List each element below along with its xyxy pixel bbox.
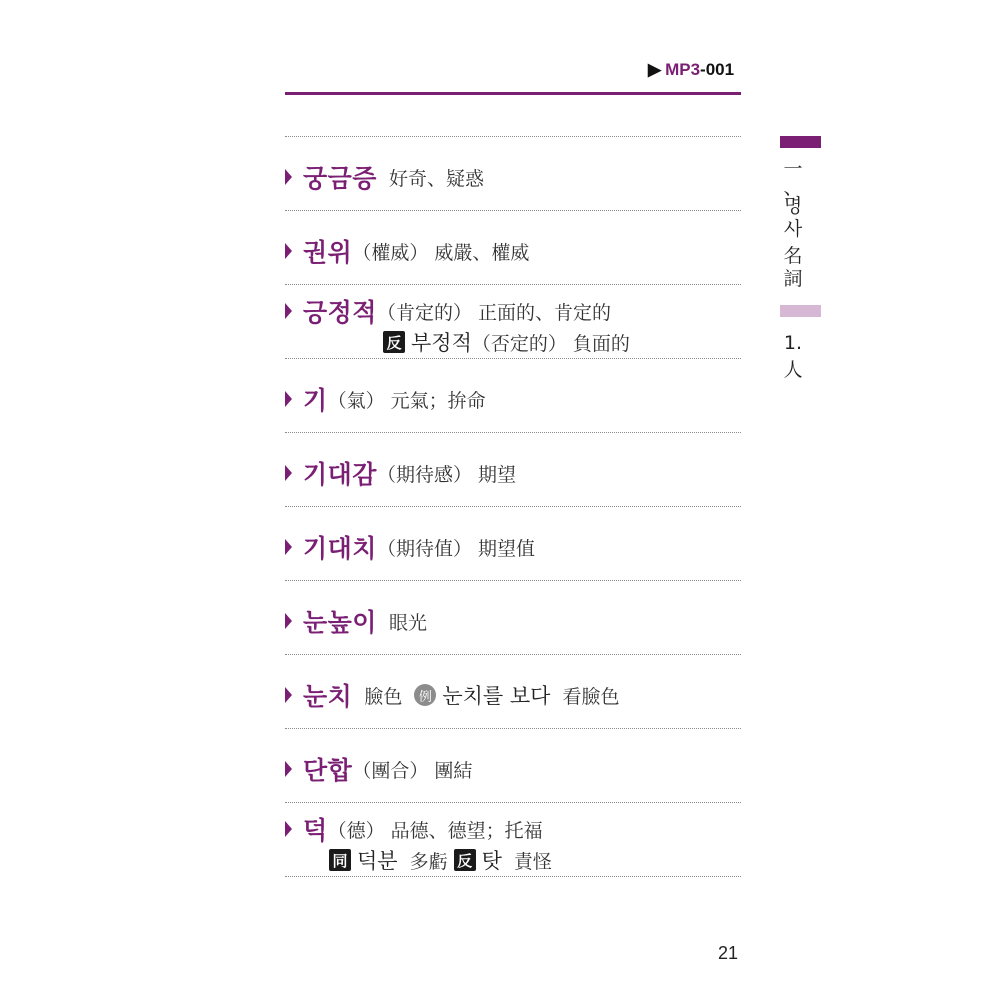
example-meaning: 看臉色 bbox=[562, 685, 620, 708]
meaning: 期望值 bbox=[477, 537, 535, 560]
example-phrase: 눈치를 보다 bbox=[442, 684, 551, 708]
chapter-char: 名 bbox=[783, 245, 803, 267]
bullet-triangle-icon bbox=[285, 169, 292, 185]
hanja: （期待感） bbox=[376, 463, 472, 486]
synonym-meaning: 多虧 bbox=[409, 850, 448, 873]
bullet-triangle-icon bbox=[285, 821, 292, 837]
chapter-char: 一 bbox=[783, 158, 803, 180]
korean-word: 눈치 bbox=[303, 682, 353, 711]
meaning: 元氣；拚命 bbox=[390, 389, 486, 412]
bullet-triangle-icon bbox=[285, 539, 292, 555]
vocab-entry bbox=[285, 506, 741, 581]
antonym-meaning: 負面的 bbox=[572, 332, 630, 355]
meaning: 正面的、肯定的 bbox=[477, 301, 611, 324]
korean-word: 기대치 bbox=[303, 534, 377, 563]
entry-divider bbox=[285, 876, 741, 877]
bullet-triangle-icon bbox=[285, 613, 292, 629]
play-icon: ▶ bbox=[648, 60, 662, 79]
meaning: 威嚴、權威 bbox=[434, 241, 530, 264]
meaning: 好奇、疑惑 bbox=[388, 167, 484, 190]
bullet-triangle-icon bbox=[285, 243, 292, 259]
synonym-tag: 同 bbox=[329, 849, 351, 871]
chapter-label bbox=[778, 158, 808, 291]
korean-word: 긍정적 bbox=[303, 298, 377, 327]
mp3-suffix: -001 bbox=[700, 60, 735, 79]
mp3-track-label bbox=[648, 60, 734, 80]
meaning: 眼光 bbox=[388, 611, 427, 634]
meaning: 團結 bbox=[434, 759, 473, 782]
vocab-entry bbox=[285, 284, 741, 359]
antonym-meaning: 責怪 bbox=[513, 850, 552, 873]
hanja: （期待值） bbox=[376, 537, 472, 560]
section-title: 人 bbox=[783, 359, 803, 381]
bullet-triangle-icon bbox=[285, 687, 292, 703]
header-rule bbox=[285, 92, 741, 95]
bullet-triangle-icon bbox=[285, 465, 292, 481]
section-label bbox=[778, 332, 808, 382]
hanja: （德） bbox=[327, 819, 385, 842]
vocab-entry bbox=[285, 654, 741, 729]
hanja: （氣） bbox=[327, 389, 385, 412]
korean-word: 궁금증 bbox=[303, 164, 377, 193]
antonym-word: 탓 bbox=[481, 849, 502, 873]
bullet-triangle-icon bbox=[285, 391, 292, 407]
korean-word: 눈높이 bbox=[303, 608, 377, 637]
vocab-entry bbox=[285, 432, 741, 507]
example-tag: 例 bbox=[414, 684, 436, 706]
hanja: （權威） bbox=[352, 241, 429, 264]
korean-word: 단합 bbox=[303, 756, 353, 785]
chapter-char: 、 bbox=[783, 177, 803, 199]
vocab-entry bbox=[285, 358, 741, 433]
antonym-tag: 反 bbox=[383, 331, 405, 353]
meaning: 期望 bbox=[477, 463, 516, 486]
meaning: 品德、德望；托福 bbox=[390, 819, 543, 842]
vocab-entry bbox=[285, 802, 741, 877]
hanja: （團合） bbox=[352, 759, 429, 782]
korean-word: 권위 bbox=[303, 238, 353, 267]
vocab-entry bbox=[285, 728, 741, 803]
section-tab-marker bbox=[780, 305, 821, 317]
vocab-entry bbox=[285, 136, 741, 211]
korean-word: 기 bbox=[303, 386, 328, 415]
vocab-entry bbox=[285, 580, 741, 655]
hanja: （肯定的） bbox=[376, 301, 472, 324]
page-number: 21 bbox=[718, 943, 739, 963]
section-number: 1. bbox=[783, 332, 803, 354]
antonym-hanja: （否定的） bbox=[471, 332, 567, 355]
chapter-char: 詞 bbox=[783, 268, 803, 290]
korean-word: 기대감 bbox=[303, 460, 377, 489]
bullet-triangle-icon bbox=[285, 303, 292, 319]
vocab-entry bbox=[285, 210, 741, 285]
meaning: 臉色 bbox=[364, 685, 403, 708]
chapter-char: 명 bbox=[783, 195, 803, 217]
antonym-word: 부정적 bbox=[411, 331, 472, 355]
synonym-word: 덕분 bbox=[357, 849, 398, 873]
bullet-triangle-icon bbox=[285, 761, 292, 777]
antonym-tag: 反 bbox=[454, 849, 476, 871]
korean-word: 덕 bbox=[303, 816, 328, 845]
chapter-tab-marker bbox=[780, 136, 821, 148]
mp3-prefix: MP3 bbox=[665, 60, 701, 79]
chapter-char: 사 bbox=[783, 218, 803, 240]
